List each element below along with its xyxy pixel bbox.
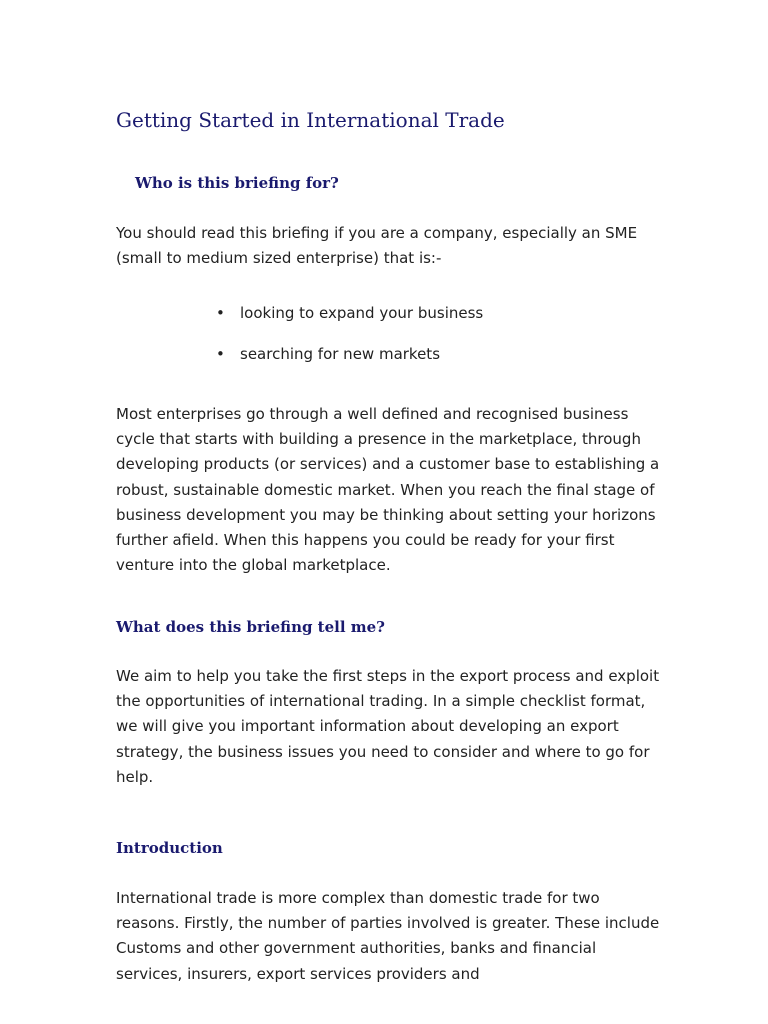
bullet-text: searching for new markets <box>240 344 441 363</box>
bullet-list <box>216 302 483 383</box>
bullet-text: looking to expand your business <box>240 304 484 322</box>
section-heading-who: Who is this briefing for? <box>135 174 339 192</box>
document-title: Getting Started in International Trade <box>116 108 505 132</box>
who-body-paragraph: Most enterprises go through a well defined and recognised business cycle that starts with building a presence in the marketplace, through developing products (or services) and a customer base to establishing a robust, sustainable domestic market. When you reach the final stage of business development you may be thinking about setting your horizons further afield. When this happens you could be ready for your first venture into the global marketplace. <box>116 405 660 575</box>
introduction-body-paragraph: International trade is more complex than domestic trade for two reasons. Firstly, the number of parties involved is greater. These include Customs and other government authorities, banks and financial services, insurers, export services providers and <box>116 889 660 983</box>
section-heading-what: What does this briefing tell me? <box>116 618 385 636</box>
what-body-paragraph: We aim to help you take the first steps in the export process and exploit the opportunities of international trading. In a simple checklist format, we will give you important information about developing an export strategy, the business issues you need to consider and where to go for help. <box>116 667 660 786</box>
who-intro-paragraph: You should read this briefing if you are a company, especially an SME (small to medium sized enterprise) that is:- <box>116 224 638 268</box>
list-item <box>216 343 483 384</box>
list-item <box>216 302 483 343</box>
bullet-icon: • <box>216 344 225 363</box>
section-heading-introduction: Introduction <box>116 839 223 857</box>
bullet-icon: • <box>216 304 225 322</box>
